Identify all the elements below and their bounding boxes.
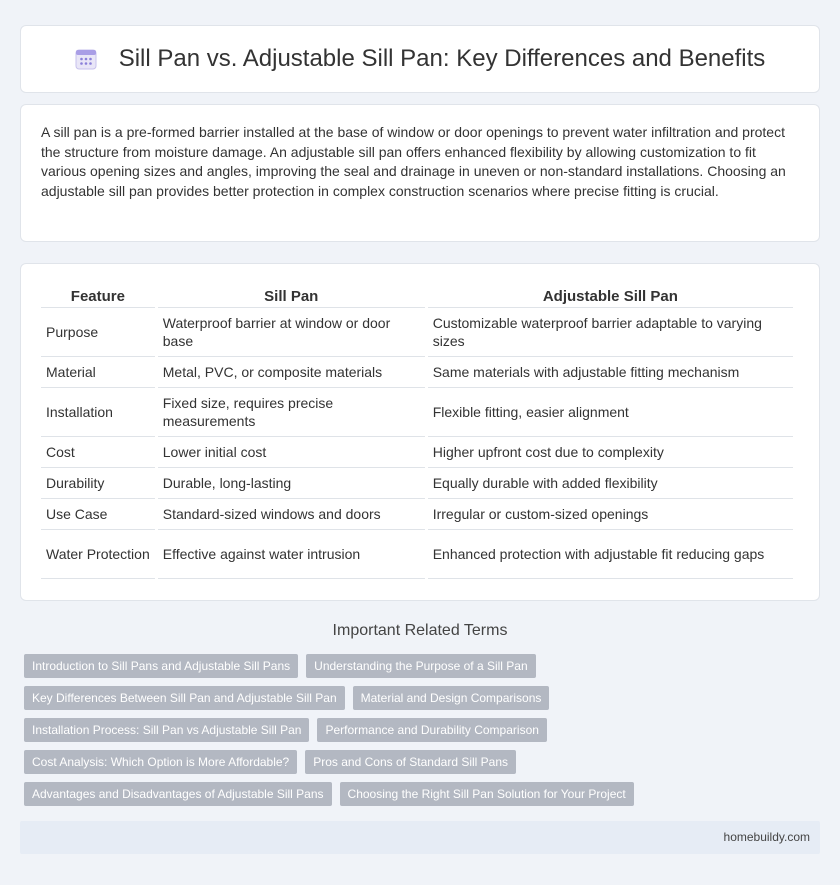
table-cell: Fixed size, requires precise measurements: [158, 388, 425, 437]
calendar-icon: [75, 48, 97, 70]
related-term-tag[interactable]: Material and Design Comparisons: [353, 686, 550, 710]
related-term-tag[interactable]: Pros and Cons of Standard Sill Pans: [305, 750, 516, 774]
table-cell: Same materials with adjustable fitting mechanism: [428, 357, 793, 388]
page-header: [20, 25, 820, 93]
table-cell-feature: Cost: [41, 437, 155, 468]
related-term-tag[interactable]: Choosing the Right Sill Pan Solution for Your Project: [340, 782, 634, 806]
table-cell: Waterproof barrier at window or door base: [158, 308, 425, 357]
intro-card: [20, 104, 820, 242]
table-cell-feature: Use Case: [41, 499, 155, 530]
page-title: Sill Pan vs. Adjustable Sill Pan: Key Differences and Benefits: [118, 45, 766, 72]
table-cell: Equally durable with added flexibility: [428, 468, 793, 499]
footer-site-link[interactable]: homebuildy.com: [723, 830, 810, 844]
related-term-tag[interactable]: Introduction to Sill Pans and Adjustable Sill Pans: [24, 654, 298, 678]
table-cell-feature: Durability: [41, 468, 155, 499]
footer: [20, 821, 820, 854]
table-cell-feature: Purpose: [41, 308, 155, 357]
comparison-table: [38, 284, 796, 579]
table-row: [41, 468, 793, 499]
table-cell: Effective against water intrusion: [158, 530, 425, 579]
table-cell: Enhanced protection with adjustable fit reducing gaps: [428, 530, 793, 579]
table-cell: Flexible fitting, easier alignment: [428, 388, 793, 437]
related-term-tag[interactable]: Key Differences Between Sill Pan and Adjustable Sill Pan: [24, 686, 345, 710]
table-cell: Metal, PVC, or composite materials: [158, 357, 425, 388]
table-cell-feature: Installation: [41, 388, 155, 437]
related-terms-tags: [24, 654, 804, 814]
table-row: [41, 308, 793, 357]
table-row: [41, 530, 793, 579]
related-term-tag[interactable]: Performance and Durability Comparison: [317, 718, 546, 742]
table-row: [41, 499, 793, 530]
intro-text: A sill pan is a pre-formed barrier installed at the base of window or door openings to prevent water infiltration and protect the structure from moisture damage. An adjustable sill pan offers enhanced flexibility by allowing customization to fit various opening sizes and angles, improving the seal and drainage in uneven or non-standard installations. Choosing an adjustable sill pan provides better protection in complex construction scenarios where precise fitting is crucial.: [41, 124, 786, 199]
related-term-tag[interactable]: Understanding the Purpose of a Sill Pan: [306, 654, 535, 678]
column-header-adjustable-sill-pan: Adjustable Sill Pan: [428, 284, 793, 308]
comparison-table-card: [20, 263, 820, 601]
table-cell: Irregular or custom-sized openings: [428, 499, 793, 530]
table-cell: Higher upfront cost due to complexity: [428, 437, 793, 468]
column-header-feature: Feature: [41, 284, 155, 308]
table-cell: Customizable waterproof barrier adaptable to varying sizes: [428, 308, 793, 357]
table-cell: Lower initial cost: [158, 437, 425, 468]
table-cell: Standard-sized windows and doors: [158, 499, 425, 530]
table-header-row: [41, 284, 793, 308]
table-row: [41, 437, 793, 468]
related-term-tag[interactable]: Advantages and Disadvantages of Adjustable Sill Pans: [24, 782, 332, 806]
table-cell-feature: Water Protection: [41, 530, 155, 579]
table-cell: Durable, long-lasting: [158, 468, 425, 499]
table-row: [41, 357, 793, 388]
related-term-tag[interactable]: Cost Analysis: Which Option is More Affordable?: [24, 750, 297, 774]
table-row: [41, 388, 793, 437]
column-header-sill-pan: Sill Pan: [158, 284, 425, 308]
related-term-tag[interactable]: Installation Process: Sill Pan vs Adjustable Sill Pan: [24, 718, 309, 742]
table-cell-feature: Material: [41, 357, 155, 388]
related-terms-title: Important Related Terms: [332, 622, 508, 639]
